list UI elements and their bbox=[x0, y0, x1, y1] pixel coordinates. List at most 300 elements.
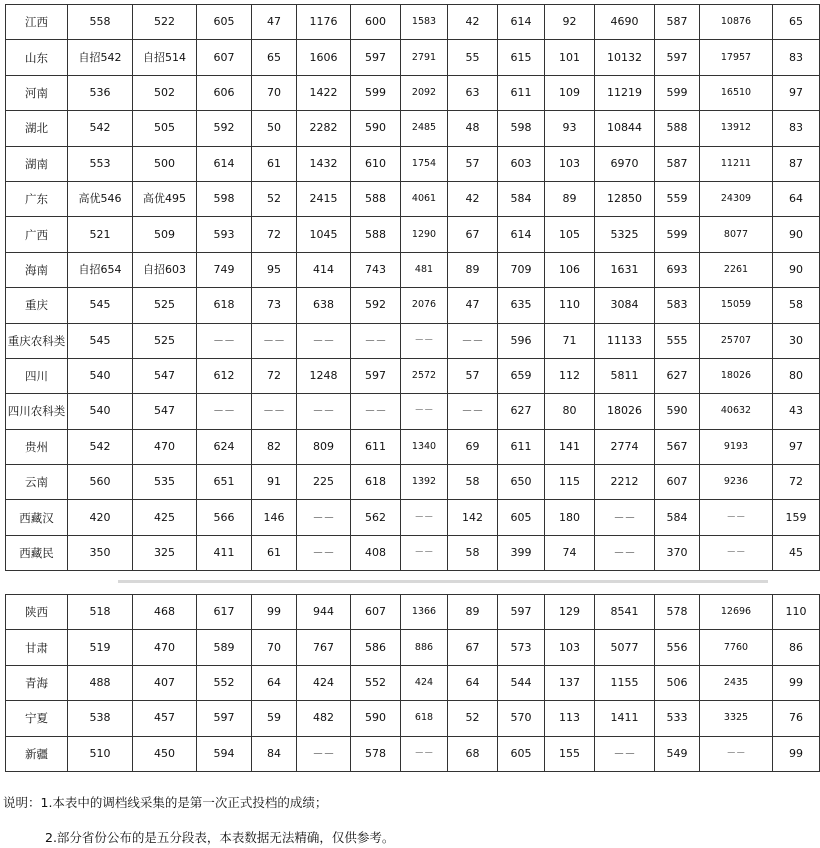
table-cell: 510 bbox=[68, 736, 133, 771]
table-cell: 64 bbox=[448, 665, 498, 700]
province-cell: 西藏汉 bbox=[6, 500, 68, 535]
table-cell: 599 bbox=[655, 217, 700, 252]
table-cell: 15059 bbox=[700, 288, 773, 323]
table-cell: 84 bbox=[252, 736, 297, 771]
table-cell: 70 bbox=[252, 630, 297, 665]
table-row bbox=[6, 394, 820, 429]
table-cell: 1340 bbox=[401, 429, 448, 464]
table-cell: 103 bbox=[545, 146, 595, 181]
table-cell: 618 bbox=[351, 465, 401, 500]
table-cell: 583 bbox=[655, 288, 700, 323]
table-cell: 8077 bbox=[700, 217, 773, 252]
table-cell: 48 bbox=[448, 111, 498, 146]
province-cell: 四川农科类 bbox=[6, 394, 68, 429]
table-cell: 43 bbox=[773, 394, 820, 429]
table-cell: 95 bbox=[252, 252, 297, 287]
table-cell: 578 bbox=[351, 736, 401, 771]
table-cell: 536 bbox=[68, 75, 133, 110]
table-cell: 146 bbox=[252, 500, 297, 535]
table-cell: 99 bbox=[773, 736, 820, 771]
table-cell: 18026 bbox=[595, 394, 655, 429]
table-cell: －－ bbox=[252, 323, 297, 358]
table-cell: 11211 bbox=[700, 146, 773, 181]
table-cell: 553 bbox=[68, 146, 133, 181]
table-cell: 611 bbox=[498, 429, 545, 464]
province-cell: 湖北 bbox=[6, 111, 68, 146]
table-row bbox=[6, 5, 820, 40]
table-cell: －－ bbox=[351, 323, 401, 358]
table-cell: 592 bbox=[197, 111, 252, 146]
table-cell: 86 bbox=[773, 630, 820, 665]
table-cell: 99 bbox=[773, 665, 820, 700]
table-cell: 1155 bbox=[595, 665, 655, 700]
table-cell: －－ bbox=[252, 394, 297, 429]
table-cell: 607 bbox=[655, 465, 700, 500]
table-cell: 自招603 bbox=[133, 252, 197, 287]
table-cell: 12696 bbox=[700, 595, 773, 630]
table-cell: 58 bbox=[448, 465, 498, 500]
table-cell: 1248 bbox=[297, 358, 351, 393]
table-cell: 137 bbox=[545, 665, 595, 700]
table-cell: 597 bbox=[498, 595, 545, 630]
table-cell: 30 bbox=[773, 323, 820, 358]
table-cell: 533 bbox=[655, 701, 700, 736]
table-cell: 2261 bbox=[700, 252, 773, 287]
table-cell: 2435 bbox=[700, 665, 773, 700]
table-cell: 542 bbox=[68, 111, 133, 146]
table-cell: 597 bbox=[351, 40, 401, 75]
table-cell: 89 bbox=[545, 181, 595, 216]
table-row bbox=[6, 323, 820, 358]
table-cell: 607 bbox=[351, 595, 401, 630]
table-cell: －－ bbox=[197, 323, 252, 358]
table-cell: －－ bbox=[297, 500, 351, 535]
table-cell: 2212 bbox=[595, 465, 655, 500]
table-cell: 589 bbox=[197, 630, 252, 665]
table-cell: 17957 bbox=[700, 40, 773, 75]
table-cell: 72 bbox=[252, 217, 297, 252]
table-cell: 749 bbox=[197, 252, 252, 287]
table-cell: 24309 bbox=[700, 181, 773, 216]
table-cell: 605 bbox=[498, 736, 545, 771]
table-cell: 76 bbox=[773, 701, 820, 736]
table-cell: 55 bbox=[448, 40, 498, 75]
table-cell: 61 bbox=[252, 146, 297, 181]
table-cell: 590 bbox=[351, 111, 401, 146]
table-cell: 59 bbox=[252, 701, 297, 736]
table-cell: 549 bbox=[655, 736, 700, 771]
table-cell: 18026 bbox=[700, 358, 773, 393]
table-cell: 552 bbox=[351, 665, 401, 700]
table-cell: 1606 bbox=[297, 40, 351, 75]
table-cell: 556 bbox=[655, 630, 700, 665]
table-cell: 67 bbox=[448, 630, 498, 665]
table-row bbox=[6, 500, 820, 535]
table-row bbox=[6, 595, 820, 630]
table-cell: 573 bbox=[498, 630, 545, 665]
province-cell: 重庆 bbox=[6, 288, 68, 323]
table-cell: －－ bbox=[297, 736, 351, 771]
table-cell: 566 bbox=[197, 500, 252, 535]
table-cell: 1411 bbox=[595, 701, 655, 736]
table-cell: 519 bbox=[68, 630, 133, 665]
note-line-1: 说明：1.本表中的调档线采集的是第一次正式投档的成绩； bbox=[3, 795, 328, 810]
table-cell: 535 bbox=[133, 465, 197, 500]
table-cell: 2791 bbox=[401, 40, 448, 75]
table-cell: 545 bbox=[68, 288, 133, 323]
table-cell: 129 bbox=[545, 595, 595, 630]
table-cell: －－ bbox=[448, 323, 498, 358]
table-cell: 593 bbox=[197, 217, 252, 252]
table-cell: 11133 bbox=[595, 323, 655, 358]
table-cell: 500 bbox=[133, 146, 197, 181]
table-cell: 159 bbox=[773, 500, 820, 535]
table-cell: 70 bbox=[252, 75, 297, 110]
table-cell: 578 bbox=[655, 595, 700, 630]
table-cell: －－ bbox=[297, 394, 351, 429]
table-cell: 552 bbox=[197, 665, 252, 700]
table-cell: 590 bbox=[351, 701, 401, 736]
table-cell: 470 bbox=[133, 429, 197, 464]
province-cell: 江西 bbox=[6, 5, 68, 40]
table-cell: 225 bbox=[297, 465, 351, 500]
table-cell: 7760 bbox=[700, 630, 773, 665]
table-row bbox=[6, 181, 820, 216]
table-cell: 9236 bbox=[700, 465, 773, 500]
table-cell: －－ bbox=[700, 500, 773, 535]
table-cell: 4061 bbox=[401, 181, 448, 216]
table-cell: 180 bbox=[545, 500, 595, 535]
table-cell: －－ bbox=[700, 736, 773, 771]
table-cell: 57 bbox=[448, 358, 498, 393]
table-cell: 1432 bbox=[297, 146, 351, 181]
table-cell: －－ bbox=[401, 500, 448, 535]
table-cell: 627 bbox=[655, 358, 700, 393]
table-cell: 92 bbox=[545, 5, 595, 40]
table-cell: －－ bbox=[401, 323, 448, 358]
table-cell: 540 bbox=[68, 358, 133, 393]
table-cell: 598 bbox=[498, 111, 545, 146]
table-cell: 2282 bbox=[297, 111, 351, 146]
table-cell: 588 bbox=[351, 181, 401, 216]
table-cell: 588 bbox=[351, 217, 401, 252]
table-cell: 545 bbox=[68, 323, 133, 358]
table-cell: 3084 bbox=[595, 288, 655, 323]
table-row bbox=[6, 535, 820, 570]
table-row bbox=[6, 465, 820, 500]
table-cell: 1422 bbox=[297, 75, 351, 110]
table-cell: 99 bbox=[252, 595, 297, 630]
table-row bbox=[6, 40, 820, 75]
table-cell: 594 bbox=[197, 736, 252, 771]
table-cell: 80 bbox=[545, 394, 595, 429]
table-cell: 64 bbox=[252, 665, 297, 700]
table-cell: 588 bbox=[655, 111, 700, 146]
table-cell: 8541 bbox=[595, 595, 655, 630]
province-cell: 新疆 bbox=[6, 736, 68, 771]
table-cell: 607 bbox=[197, 40, 252, 75]
table-cell: 450 bbox=[133, 736, 197, 771]
table-cell: 2076 bbox=[401, 288, 448, 323]
table-cell: 767 bbox=[297, 630, 351, 665]
table-cell: 600 bbox=[351, 5, 401, 40]
table-cell: 106 bbox=[545, 252, 595, 287]
table-cell: 1583 bbox=[401, 5, 448, 40]
table-cell: 518 bbox=[68, 595, 133, 630]
table-cell: 45 bbox=[773, 535, 820, 570]
table-cell: 544 bbox=[498, 665, 545, 700]
table-cell: 115 bbox=[545, 465, 595, 500]
table-cell: －－ bbox=[297, 535, 351, 570]
table-cell: 52 bbox=[252, 181, 297, 216]
table-row bbox=[6, 146, 820, 181]
table-cell: 10844 bbox=[595, 111, 655, 146]
table-cell: 2485 bbox=[401, 111, 448, 146]
table-cell: 58 bbox=[448, 535, 498, 570]
table-cell: 596 bbox=[498, 323, 545, 358]
table-cell: 614 bbox=[197, 146, 252, 181]
table-cell: 141 bbox=[545, 429, 595, 464]
table-cell: 1290 bbox=[401, 217, 448, 252]
table-cell: 603 bbox=[498, 146, 545, 181]
table-cell: －－ bbox=[401, 736, 448, 771]
table-cell: 1366 bbox=[401, 595, 448, 630]
table-cell: 597 bbox=[351, 358, 401, 393]
province-cell: 河南 bbox=[6, 75, 68, 110]
table-cell: 350 bbox=[68, 535, 133, 570]
table-row bbox=[6, 358, 820, 393]
province-cell: 广西 bbox=[6, 217, 68, 252]
table-cell: 592 bbox=[351, 288, 401, 323]
table-row bbox=[6, 288, 820, 323]
table-cell: 5325 bbox=[595, 217, 655, 252]
table-cell: 1176 bbox=[297, 5, 351, 40]
table-cell: 650 bbox=[498, 465, 545, 500]
table-cell: 488 bbox=[68, 665, 133, 700]
table-cell: 542 bbox=[68, 429, 133, 464]
table-cell: 468 bbox=[133, 595, 197, 630]
table-cell: 509 bbox=[133, 217, 197, 252]
table-cell: 5811 bbox=[595, 358, 655, 393]
table-cell: 470 bbox=[133, 630, 197, 665]
table-cell: 72 bbox=[252, 358, 297, 393]
table-cell: 112 bbox=[545, 358, 595, 393]
table-cell: 599 bbox=[351, 75, 401, 110]
page-break-divider bbox=[118, 580, 768, 583]
table-row bbox=[6, 252, 820, 287]
table-row bbox=[6, 111, 820, 146]
table-cell: 89 bbox=[448, 595, 498, 630]
table-cell: 540 bbox=[68, 394, 133, 429]
table-cell: 67 bbox=[448, 217, 498, 252]
table-cell: 618 bbox=[401, 701, 448, 736]
table-cell: 142 bbox=[448, 500, 498, 535]
table-cell: 6970 bbox=[595, 146, 655, 181]
province-cell: 宁夏 bbox=[6, 701, 68, 736]
table-cell: －－ bbox=[595, 535, 655, 570]
table-cell: 10876 bbox=[700, 5, 773, 40]
table-cell: －－ bbox=[351, 394, 401, 429]
table-cell: 584 bbox=[655, 500, 700, 535]
province-cell: 山东 bbox=[6, 40, 68, 75]
admission-score-table-top bbox=[5, 4, 820, 571]
admission-score-table-bottom bbox=[5, 594, 820, 772]
table-row bbox=[6, 217, 820, 252]
table-cell: 408 bbox=[351, 535, 401, 570]
table-cell: 635 bbox=[498, 288, 545, 323]
table-cell: 505 bbox=[133, 111, 197, 146]
table-cell: 597 bbox=[655, 40, 700, 75]
table-cell: 10132 bbox=[595, 40, 655, 75]
table-cell: 590 bbox=[655, 394, 700, 429]
table-cell: 2774 bbox=[595, 429, 655, 464]
table-cell: 高优495 bbox=[133, 181, 197, 216]
province-cell: 云南 bbox=[6, 465, 68, 500]
table-cell: 605 bbox=[197, 5, 252, 40]
table-cell: 42 bbox=[448, 181, 498, 216]
table-cell: 109 bbox=[545, 75, 595, 110]
province-cell: 湖南 bbox=[6, 146, 68, 181]
table-cell: 25707 bbox=[700, 323, 773, 358]
table-cell: 617 bbox=[197, 595, 252, 630]
table-cell: 424 bbox=[401, 665, 448, 700]
table-cell: 71 bbox=[545, 323, 595, 358]
table-cell: 651 bbox=[197, 465, 252, 500]
table-cell: 597 bbox=[197, 701, 252, 736]
table-cell: 611 bbox=[351, 429, 401, 464]
table-cell: 高优546 bbox=[68, 181, 133, 216]
table-cell: 615 bbox=[498, 40, 545, 75]
table-cell: 809 bbox=[297, 429, 351, 464]
table-cell: 370 bbox=[655, 535, 700, 570]
table-cell: 414 bbox=[297, 252, 351, 287]
table-cell: 562 bbox=[351, 500, 401, 535]
table-cell: 47 bbox=[448, 288, 498, 323]
table-cell: 693 bbox=[655, 252, 700, 287]
table-cell: 611 bbox=[498, 75, 545, 110]
province-cell: 四川 bbox=[6, 358, 68, 393]
table-cell: 325 bbox=[133, 535, 197, 570]
table-cell: 61 bbox=[252, 535, 297, 570]
table-cell: 584 bbox=[498, 181, 545, 216]
table-cell: 83 bbox=[773, 40, 820, 75]
table-row bbox=[6, 701, 820, 736]
table-cell: 5077 bbox=[595, 630, 655, 665]
table-cell: 614 bbox=[498, 5, 545, 40]
table-cell: －－ bbox=[401, 535, 448, 570]
table-cell: 1392 bbox=[401, 465, 448, 500]
province-cell: 西藏民 bbox=[6, 535, 68, 570]
table-cell: 598 bbox=[197, 181, 252, 216]
table-cell: 424 bbox=[297, 665, 351, 700]
table-cell: 457 bbox=[133, 701, 197, 736]
table-cell: 69 bbox=[448, 429, 498, 464]
table-cell: 105 bbox=[545, 217, 595, 252]
table-cell: 103 bbox=[545, 630, 595, 665]
table-cell: 624 bbox=[197, 429, 252, 464]
table-cell: 93 bbox=[545, 111, 595, 146]
table-cell: 559 bbox=[655, 181, 700, 216]
table-cell: 65 bbox=[252, 40, 297, 75]
table-cell: 610 bbox=[351, 146, 401, 181]
table-cell: 52 bbox=[448, 701, 498, 736]
table-cell: 743 bbox=[351, 252, 401, 287]
table-cell: 4690 bbox=[595, 5, 655, 40]
table-cell: 91 bbox=[252, 465, 297, 500]
table-cell: 482 bbox=[297, 701, 351, 736]
province-cell: 青海 bbox=[6, 665, 68, 700]
table-cell: 502 bbox=[133, 75, 197, 110]
province-cell: 广东 bbox=[6, 181, 68, 216]
table-cell: 73 bbox=[252, 288, 297, 323]
table-cell: －－ bbox=[595, 736, 655, 771]
table-cell: 425 bbox=[133, 500, 197, 535]
table-cell: 481 bbox=[401, 252, 448, 287]
table-cell: 68 bbox=[448, 736, 498, 771]
province-cell: 甘肃 bbox=[6, 630, 68, 665]
table-cell: 110 bbox=[545, 288, 595, 323]
table-cell: －－ bbox=[197, 394, 252, 429]
table-cell: 618 bbox=[197, 288, 252, 323]
table-cell: 50 bbox=[252, 111, 297, 146]
table-cell: 155 bbox=[545, 736, 595, 771]
table-cell: －－ bbox=[700, 535, 773, 570]
table-cell: 63 bbox=[448, 75, 498, 110]
table-cell: 606 bbox=[197, 75, 252, 110]
table-cell: 420 bbox=[68, 500, 133, 535]
table-cell: 2415 bbox=[297, 181, 351, 216]
table-cell: －－ bbox=[448, 394, 498, 429]
table-row bbox=[6, 75, 820, 110]
table-cell: 自招514 bbox=[133, 40, 197, 75]
table-top-body bbox=[6, 5, 820, 571]
province-cell: 重庆农科类 bbox=[6, 323, 68, 358]
table-cell: －－ bbox=[401, 394, 448, 429]
table-cell: 586 bbox=[351, 630, 401, 665]
table-cell: 411 bbox=[197, 535, 252, 570]
table-cell: 2572 bbox=[401, 358, 448, 393]
table-cell: 627 bbox=[498, 394, 545, 429]
table-cell: 58 bbox=[773, 288, 820, 323]
table-cell: 90 bbox=[773, 252, 820, 287]
table-cell: 97 bbox=[773, 429, 820, 464]
province-cell: 贵州 bbox=[6, 429, 68, 464]
table-cell: 886 bbox=[401, 630, 448, 665]
table-cell: 709 bbox=[498, 252, 545, 287]
table-cell: 40632 bbox=[700, 394, 773, 429]
table-cell: 614 bbox=[498, 217, 545, 252]
table-cell: 547 bbox=[133, 358, 197, 393]
table-cell: 13912 bbox=[700, 111, 773, 146]
table-cell: 558 bbox=[68, 5, 133, 40]
table-cell: 3325 bbox=[700, 701, 773, 736]
table-cell: 1754 bbox=[401, 146, 448, 181]
table-cell: 659 bbox=[498, 358, 545, 393]
table-row bbox=[6, 736, 820, 771]
table-cell: 64 bbox=[773, 181, 820, 216]
table-cell: 90 bbox=[773, 217, 820, 252]
table-cell: 638 bbox=[297, 288, 351, 323]
table-cell: 11219 bbox=[595, 75, 655, 110]
table-cell: 42 bbox=[448, 5, 498, 40]
table-cell: 570 bbox=[498, 701, 545, 736]
table-cell: 自招654 bbox=[68, 252, 133, 287]
table-cell: 110 bbox=[773, 595, 820, 630]
table-cell: 407 bbox=[133, 665, 197, 700]
table-cell: 944 bbox=[297, 595, 351, 630]
table-cell: 47 bbox=[252, 5, 297, 40]
table-cell: 113 bbox=[545, 701, 595, 736]
